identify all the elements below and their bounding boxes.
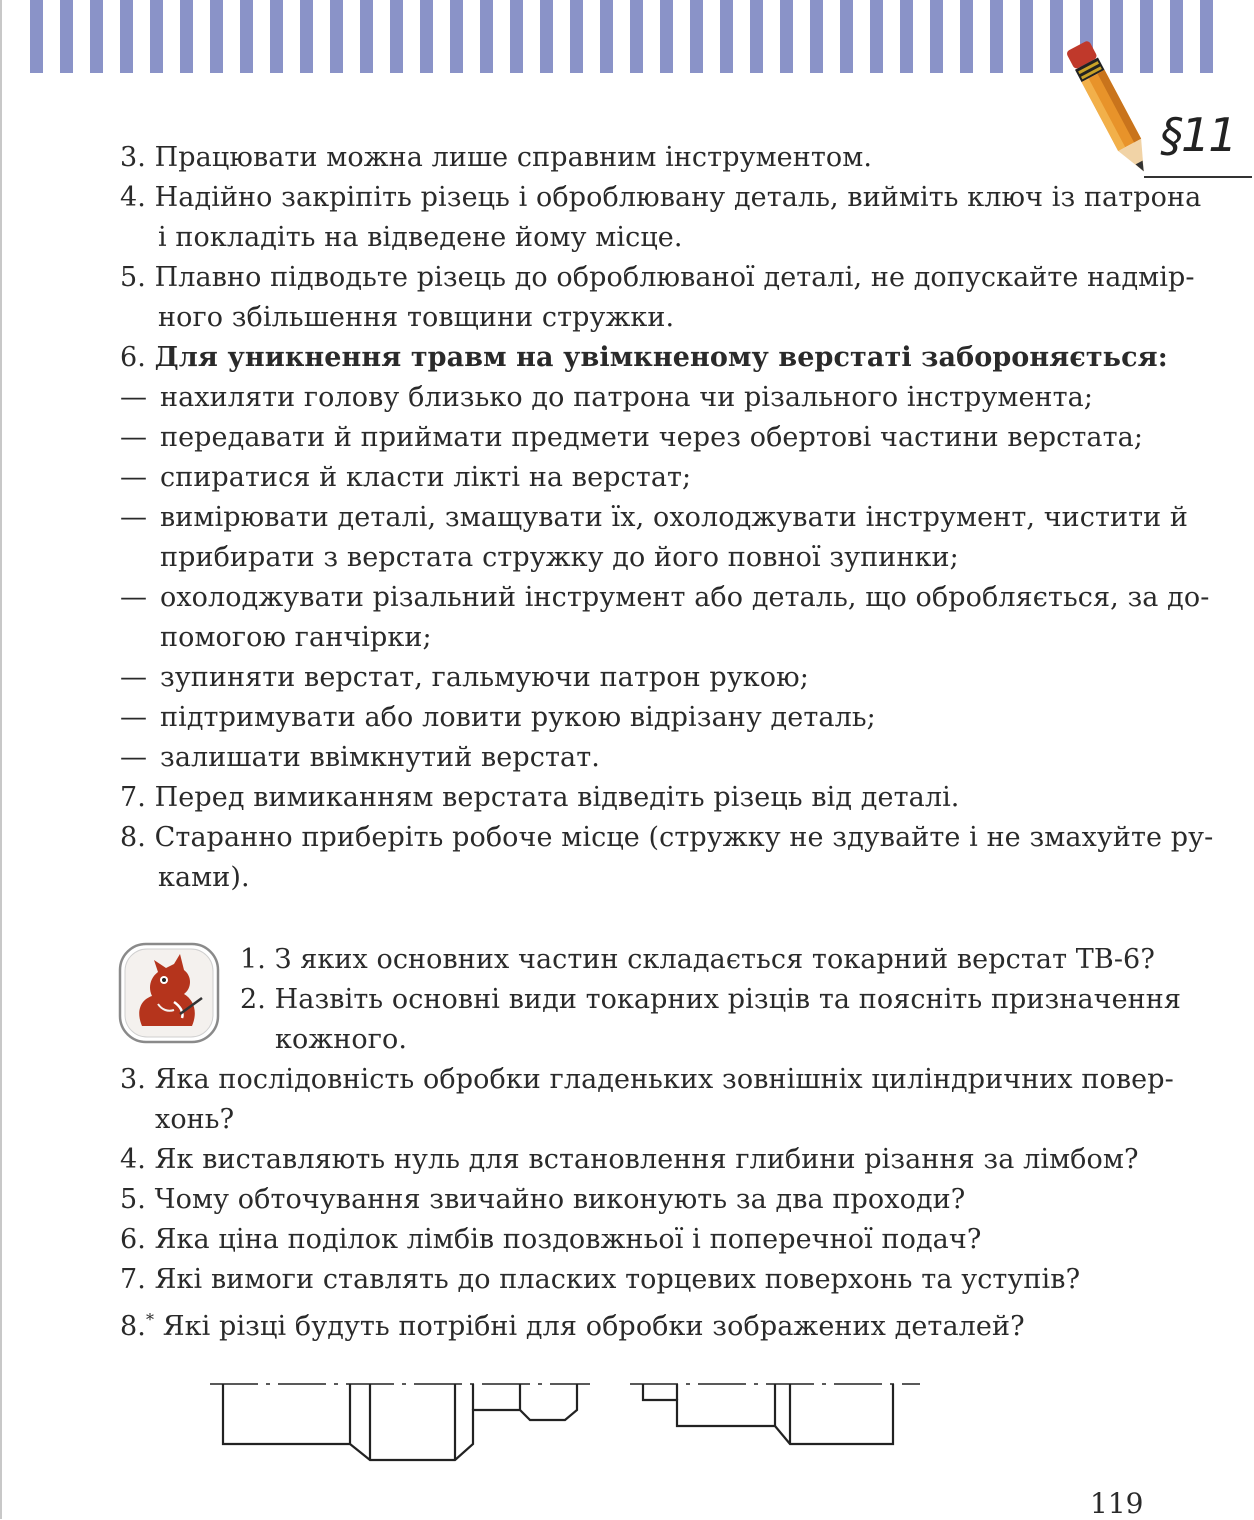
prohibition-8: залишати ввімкнутий верстат. xyxy=(160,742,600,773)
stepped-shaft-drawing-1 xyxy=(210,1384,590,1460)
rule-6-heading xyxy=(120,342,1168,374)
dash-marker: — xyxy=(120,702,147,733)
question-8 xyxy=(120,1304,1025,1343)
dash-marker: — xyxy=(120,502,147,533)
question-4: 4. Як виставляють нуль для встановлення глибини різання за лімбом? xyxy=(120,1144,1139,1175)
prohibition-3: спиратися й класти лікті на верстат; xyxy=(160,462,692,493)
dash-marker: — xyxy=(120,742,147,773)
prohibition-4-line-2: прибирати з верстата стружку до його повної зупинки; xyxy=(160,542,959,573)
rule-5-line-2: ного збільшення товщини стружки. xyxy=(158,302,675,333)
prohibition-5-line-2: помогою ганчірки; xyxy=(160,622,432,653)
question-8-asterisk: * xyxy=(145,1310,155,1329)
prohibition-4-line-1: вимірювати деталі, змащувати їх, охолоджувати інструмент, чистити й xyxy=(160,502,1189,533)
dash-marker: — xyxy=(120,582,147,613)
dash-marker: — xyxy=(120,422,147,453)
section-underline xyxy=(1144,176,1252,178)
prohibition-2: передавати й приймати предмети через обертові частини верстата; xyxy=(160,422,1144,453)
rule-7: 7. Перед вимиканням верстата відведіть різець від деталі. xyxy=(120,782,960,813)
dash-marker: — xyxy=(120,382,147,413)
prohibition-7: підтримувати або ловити рукою відрізану деталь; xyxy=(160,702,876,733)
rule-3: 3. Працювати можна лише справним інструментом. xyxy=(120,142,873,173)
part-drawings xyxy=(205,1370,925,1470)
question-3-line-1: 3. Яка послідовність обробки гладеньких зовнішніх циліндричних повер- xyxy=(120,1064,1174,1095)
question-2-line-1: 2. Назвіть основні види токарних різців та поясніть призначення xyxy=(240,984,1182,1015)
rule-8-line-1: 8. Старанно приберіть робоче місце (стружку не здувайте і не змахуйте ру- xyxy=(120,822,1214,853)
stepped-shaft-drawing-2 xyxy=(630,1384,920,1444)
prohibition-6: зупиняти верстат, гальмуючи патрон рукою; xyxy=(160,662,809,693)
rule-4-line-2: і покладіть на відведене йому місце. xyxy=(158,222,683,253)
dash-marker: — xyxy=(120,662,147,693)
question-8-number: 8. xyxy=(120,1311,146,1342)
rule-8-line-2: ками). xyxy=(158,862,250,893)
header-stripes xyxy=(30,0,1224,73)
rule-6-title: Для уникнення травм на увімкненому верстаті забороняється: xyxy=(154,342,1168,373)
rule-4-line-1: 4. Надійно закріпіть різець і оброблювану деталь, вийміть ключ із патрона xyxy=(120,182,1202,213)
prohibition-1: нахиляти голову близько до патрона чи різального інструмента; xyxy=(160,382,1094,413)
question-5: 5. Чому обточування звичайно виконують за два проходи? xyxy=(120,1184,966,1215)
rule-5-line-1: 5. Плавно підводьте різець до оброблюваної деталі, не допускайте надмір- xyxy=(120,262,1195,293)
page-number: 119 xyxy=(1090,1487,1144,1520)
question-6: 6. Яка ціна поділок лімбів поздовжньої і поперечної подач? xyxy=(120,1224,982,1255)
section-number: §11 xyxy=(1160,108,1236,162)
thinking-cat-icon xyxy=(118,942,220,1044)
question-1: 1. З яких основних частин складається токарний верстат ТВ-6? xyxy=(240,944,1155,975)
rule-6-number: 6. xyxy=(120,342,146,373)
prohibition-5-line-1: охолоджувати різальний інструмент або деталь, що обробляється, за до- xyxy=(160,582,1210,613)
page-edge xyxy=(0,0,2,1519)
pencil-icon xyxy=(1060,30,1160,190)
question-8-text: Які різці будуть потрібні для обробки зображених деталей? xyxy=(154,1311,1025,1342)
question-7: 7. Які вимоги ставлять до пласких торцевих поверхонь та уступів? xyxy=(120,1264,1081,1295)
question-3-line-2: хонь? xyxy=(155,1104,235,1135)
dash-marker: — xyxy=(120,462,147,493)
question-2-line-2: кожного. xyxy=(275,1024,408,1055)
